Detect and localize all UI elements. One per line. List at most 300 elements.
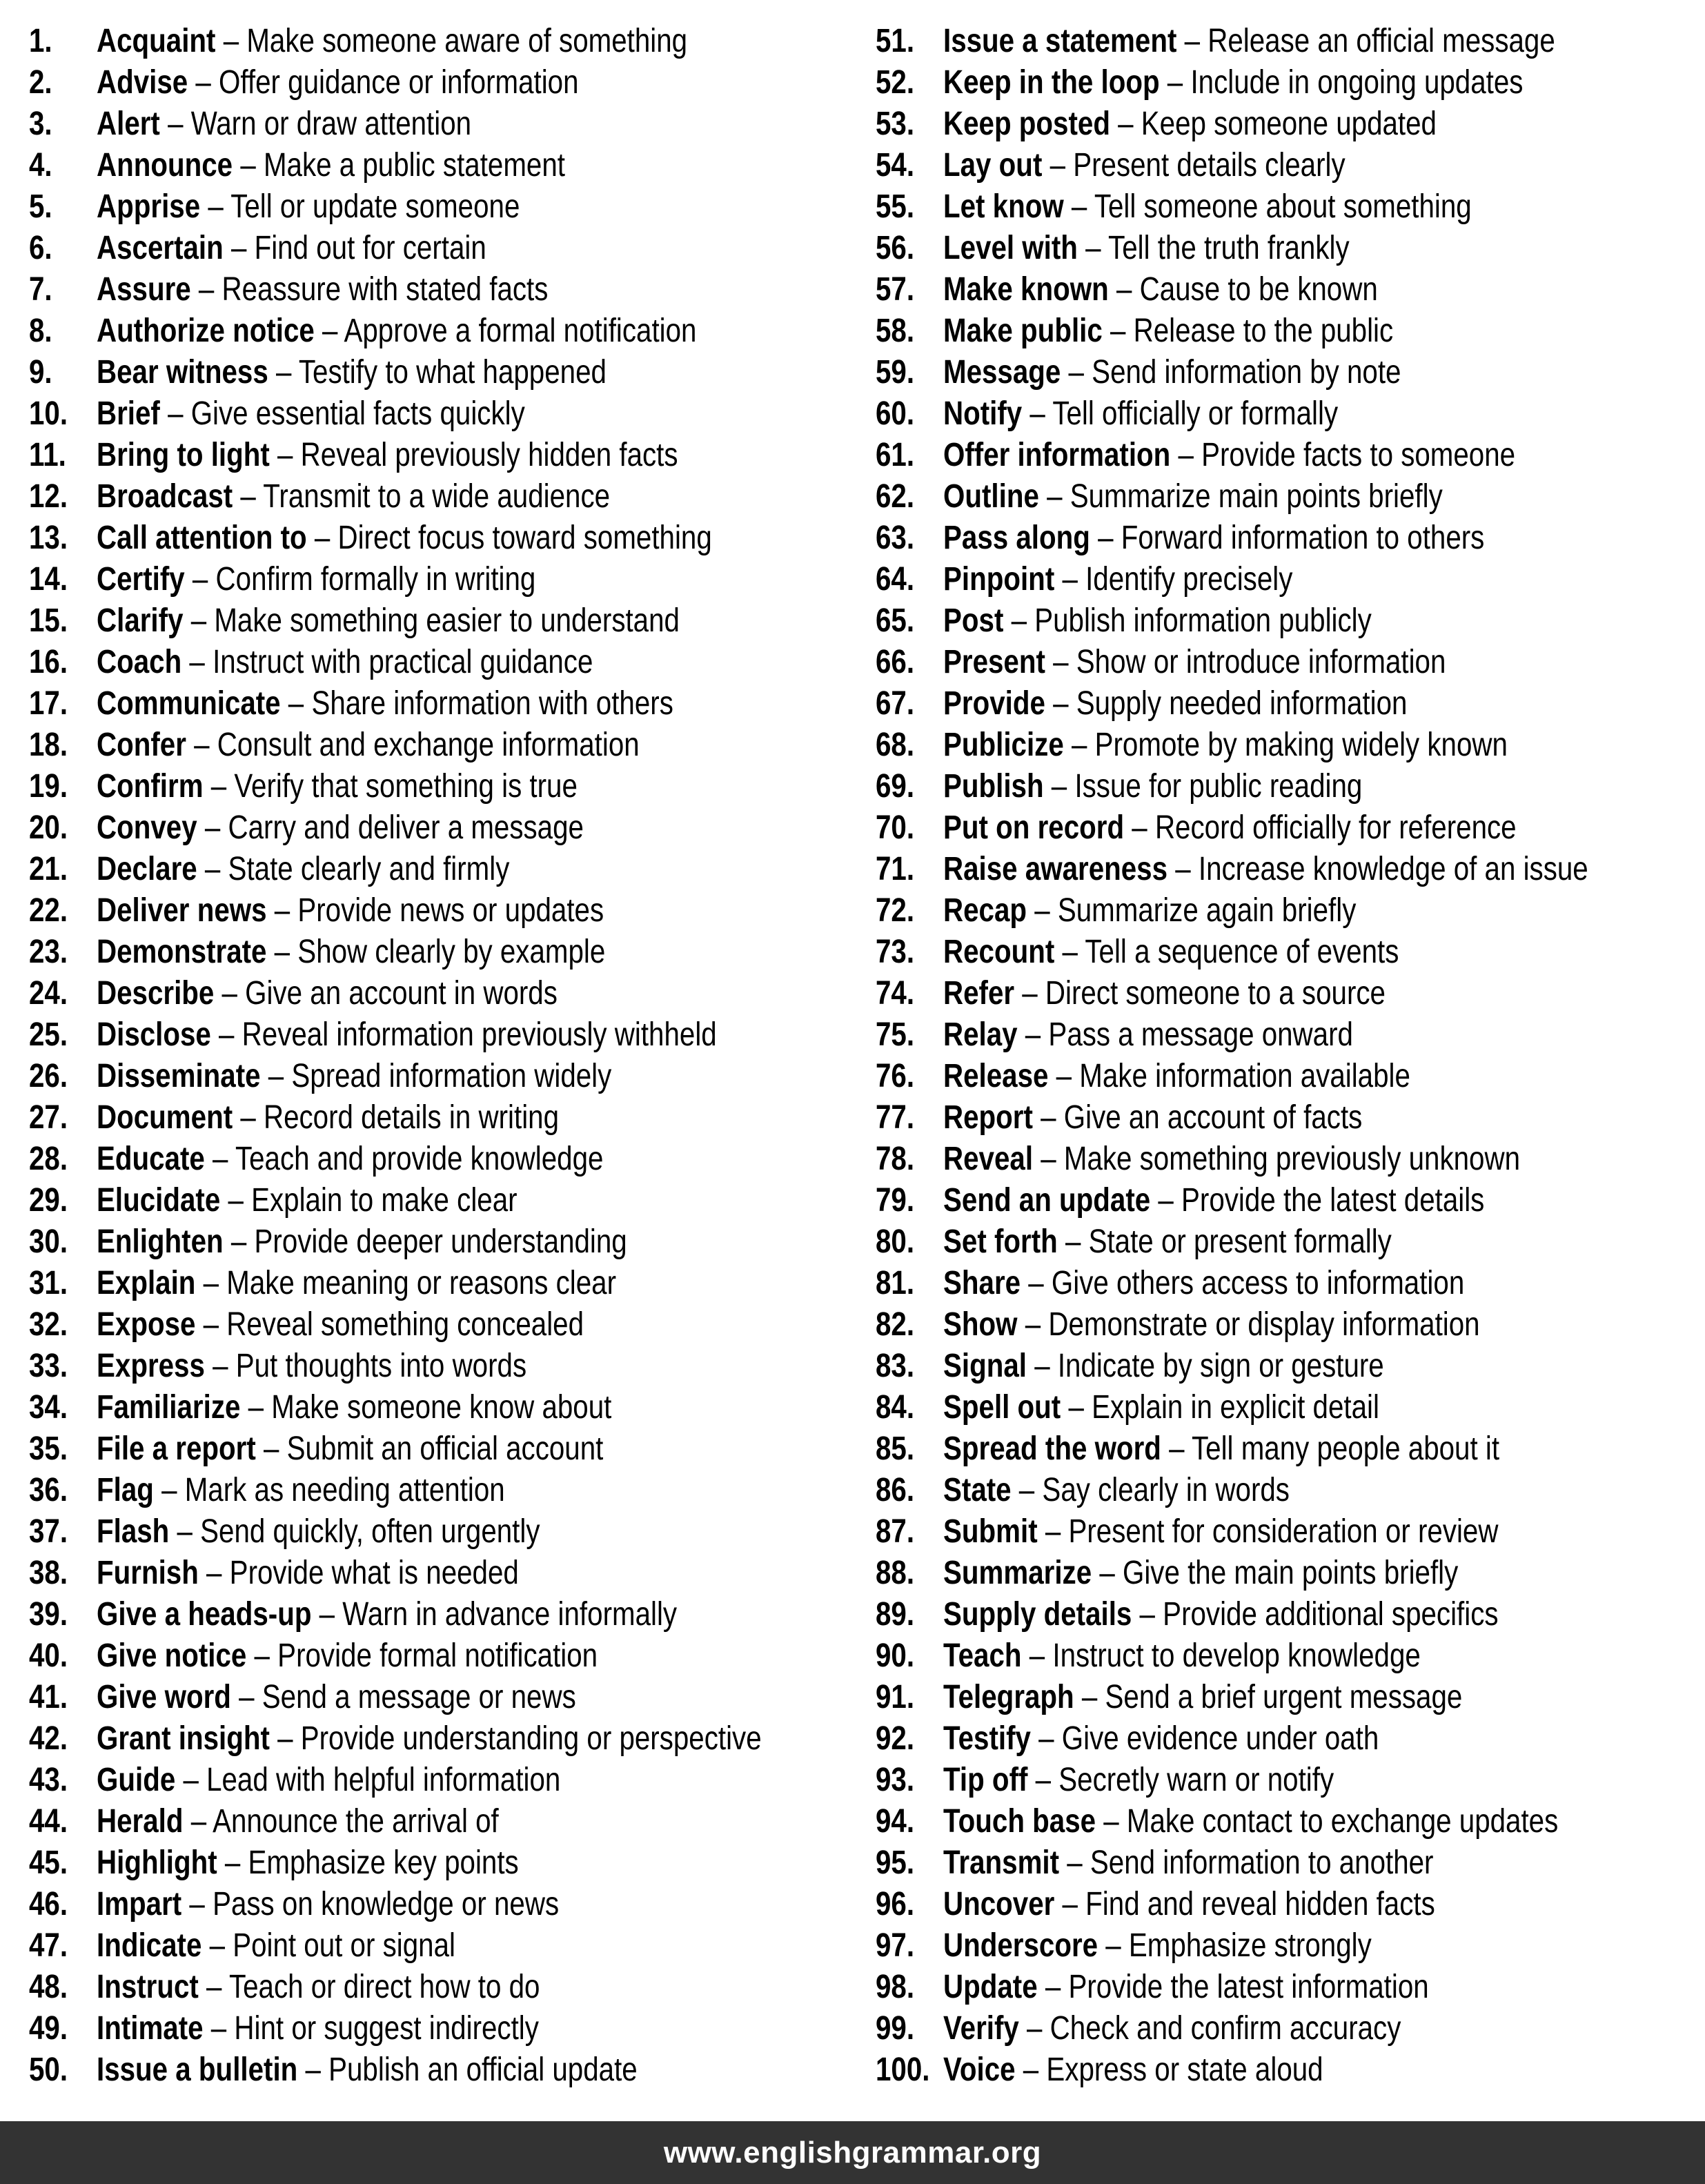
item-term: Release bbox=[943, 1058, 1049, 1094]
item-number: 28. bbox=[29, 1141, 68, 1177]
item-separator: – bbox=[240, 1389, 272, 1426]
list-item bbox=[29, 435, 850, 476]
item-text bbox=[943, 311, 1393, 352]
item-definition: Include in ongoing updates bbox=[1190, 64, 1524, 101]
item-text bbox=[97, 435, 678, 476]
item-separator: – bbox=[1167, 851, 1199, 887]
item-separator: – bbox=[246, 1637, 278, 1674]
item-definition: Record details in writing bbox=[263, 1099, 560, 1136]
item-number: 14. bbox=[29, 561, 68, 598]
list-item bbox=[876, 1511, 1700, 1553]
item-text bbox=[943, 1718, 1379, 1760]
item-number: 87. bbox=[876, 1513, 915, 1550]
item-number: 53. bbox=[876, 106, 915, 142]
item-definition: Tell a sequence of events bbox=[1085, 934, 1399, 970]
list-item bbox=[876, 269, 1700, 311]
item-term: Offer information bbox=[943, 437, 1171, 473]
item-definition: Give the main points briefly bbox=[1122, 1555, 1459, 1591]
item-separator: – bbox=[184, 561, 216, 598]
list-item bbox=[876, 186, 1700, 228]
list-item bbox=[29, 1387, 850, 1428]
item-separator: – bbox=[1124, 809, 1155, 846]
item-separator: – bbox=[306, 520, 338, 556]
item-number: 22. bbox=[29, 892, 68, 929]
item-term: Level with bbox=[943, 230, 1078, 266]
item-definition: Cause to be known bbox=[1139, 271, 1378, 308]
item-separator: – bbox=[1042, 147, 1074, 184]
item-text bbox=[97, 1139, 603, 1180]
item-term: Put on record bbox=[943, 809, 1125, 846]
synonym-columns bbox=[0, 21, 1705, 2091]
list-item bbox=[876, 1263, 1700, 1304]
item-term: Familiarize bbox=[97, 1389, 241, 1426]
item-term: Lay out bbox=[943, 147, 1043, 184]
item-definition: Provide additional specifics bbox=[1163, 1596, 1499, 1633]
list-item bbox=[876, 1677, 1700, 1718]
item-definition: Present details clearly bbox=[1073, 147, 1346, 184]
list-item bbox=[876, 1884, 1700, 1925]
list-item bbox=[29, 1677, 850, 1718]
item-separator: – bbox=[159, 395, 191, 432]
item-number: 86. bbox=[876, 1472, 915, 1508]
item-number: 54. bbox=[876, 147, 915, 184]
item-text bbox=[97, 476, 610, 518]
item-separator: – bbox=[1059, 1844, 1090, 1881]
item-term: Show bbox=[943, 1306, 1018, 1343]
item-term: Keep posted bbox=[943, 106, 1110, 142]
list-item bbox=[29, 1221, 850, 1263]
list-item bbox=[29, 1511, 850, 1553]
item-text bbox=[943, 62, 1523, 104]
item-term: Pass along bbox=[943, 520, 1090, 556]
item-text bbox=[97, 559, 535, 600]
item-definition: Release to the public bbox=[1133, 313, 1394, 349]
item-separator: – bbox=[268, 354, 299, 391]
item-number: 21. bbox=[29, 851, 68, 887]
list-item bbox=[876, 1718, 1700, 1760]
item-separator: – bbox=[210, 1016, 242, 1053]
item-separator: – bbox=[1161, 1430, 1192, 1467]
item-definition: Announce the arrival of bbox=[213, 1803, 499, 1840]
list-item bbox=[29, 932, 850, 973]
item-definition: Point out or signal bbox=[233, 1927, 455, 1964]
list-item bbox=[29, 1346, 850, 1387]
item-number: 61. bbox=[876, 437, 915, 473]
item-definition: Show or introduce information bbox=[1076, 644, 1446, 680]
item-term: Uncover bbox=[943, 1886, 1055, 1922]
item-text bbox=[943, 1470, 1290, 1511]
item-definition: Demonstrate or display information bbox=[1048, 1306, 1480, 1343]
list-item bbox=[29, 559, 850, 600]
item-definition: Hint or suggest indirectly bbox=[234, 2010, 539, 2047]
item-text bbox=[943, 1801, 1558, 1842]
item-text bbox=[97, 1180, 518, 1221]
item-text bbox=[97, 1553, 519, 1594]
list-item bbox=[876, 62, 1700, 104]
item-number: 29. bbox=[29, 1182, 68, 1219]
list-item bbox=[29, 1553, 850, 1594]
list-item bbox=[876, 476, 1700, 518]
item-term: Instruct bbox=[97, 1969, 199, 2005]
item-term: Educate bbox=[97, 1141, 205, 1177]
item-number: 55. bbox=[876, 188, 915, 225]
item-term: Teach bbox=[943, 1637, 1022, 1674]
list-item bbox=[29, 1884, 850, 1925]
list-item bbox=[876, 1180, 1700, 1221]
item-separator: – bbox=[1057, 1223, 1089, 1260]
item-number: 73. bbox=[876, 934, 915, 970]
item-definition: Send information to another bbox=[1090, 1844, 1434, 1881]
item-definition: Record officially for reference bbox=[1154, 809, 1517, 846]
item-definition: Identify precisely bbox=[1085, 561, 1293, 598]
item-definition: Reveal previously hidden facts bbox=[300, 437, 678, 473]
item-text bbox=[943, 228, 1350, 269]
item-term: Issue a statement bbox=[943, 23, 1177, 59]
list-item bbox=[29, 228, 850, 269]
item-separator: – bbox=[1048, 1058, 1080, 1094]
item-separator: – bbox=[1170, 437, 1202, 473]
list-item bbox=[876, 1304, 1700, 1346]
item-text bbox=[97, 1511, 540, 1553]
item-separator: – bbox=[255, 1430, 287, 1467]
item-number: 100. bbox=[876, 2052, 930, 2088]
item-number: 24. bbox=[29, 975, 68, 1012]
item-text bbox=[97, 2008, 539, 2049]
item-term: Flash bbox=[97, 1513, 170, 1550]
item-text bbox=[943, 1387, 1379, 1428]
list-item bbox=[29, 1097, 850, 1139]
item-separator: – bbox=[297, 2052, 329, 2088]
item-text bbox=[97, 62, 579, 104]
item-number: 80. bbox=[876, 1223, 915, 1260]
item-separator: – bbox=[201, 1927, 233, 1964]
item-definition: Confirm formally in writing bbox=[215, 561, 536, 598]
item-number: 41. bbox=[29, 1679, 68, 1715]
item-separator: – bbox=[1090, 520, 1121, 556]
item-term: Testify bbox=[943, 1720, 1031, 1757]
item-text bbox=[943, 1511, 1498, 1553]
item-separator: – bbox=[230, 1679, 262, 1715]
item-text bbox=[943, 2008, 1401, 2049]
item-term: Ascertain bbox=[97, 230, 224, 266]
item-separator: – bbox=[183, 602, 215, 639]
item-text bbox=[943, 1139, 1520, 1180]
item-separator: – bbox=[269, 437, 301, 473]
item-term: Verify bbox=[943, 2010, 1019, 2047]
item-definition: Provide news or updates bbox=[297, 892, 604, 929]
item-text bbox=[97, 807, 584, 849]
item-term: Describe bbox=[97, 975, 215, 1012]
list-item bbox=[29, 973, 850, 1014]
item-definition: Offer guidance or information bbox=[219, 64, 579, 101]
column-right bbox=[850, 21, 1700, 2091]
item-definition: Instruct to develop knowledge bbox=[1052, 1637, 1421, 1674]
item-number: 20. bbox=[29, 809, 68, 846]
item-definition: Tell someone about something bbox=[1094, 188, 1472, 225]
item-number: 81. bbox=[876, 1265, 915, 1301]
item-number: 52. bbox=[876, 64, 915, 101]
item-separator: – bbox=[1098, 1927, 1129, 1964]
item-term: Coach bbox=[97, 644, 182, 680]
item-separator: – bbox=[1027, 892, 1058, 929]
item-separator: – bbox=[190, 271, 222, 308]
item-definition: Pass a message onward bbox=[1048, 1016, 1353, 1053]
item-number: 70. bbox=[876, 809, 915, 846]
item-number: 38. bbox=[29, 1555, 68, 1591]
item-separator: – bbox=[198, 1969, 229, 2005]
item-separator: – bbox=[233, 147, 264, 184]
item-number: 49. bbox=[29, 2010, 68, 2047]
item-definition: Make a public statement bbox=[263, 147, 565, 184]
item-term: Update bbox=[943, 1969, 1038, 2005]
item-separator: – bbox=[1054, 934, 1085, 970]
item-number: 82. bbox=[876, 1306, 915, 1343]
item-number: 6. bbox=[29, 230, 52, 266]
list-item bbox=[29, 1801, 850, 1842]
item-definition: Tell many people about it bbox=[1191, 1430, 1500, 1467]
item-term: Set forth bbox=[943, 1223, 1058, 1260]
item-separator: – bbox=[197, 851, 228, 887]
item-definition: Teach or direct how to do bbox=[228, 1969, 540, 2005]
list-item bbox=[29, 1263, 850, 1304]
item-number: 12. bbox=[29, 478, 68, 515]
item-definition: Carry and deliver a message bbox=[228, 809, 584, 846]
item-term: Confirm bbox=[97, 768, 204, 805]
item-number: 77. bbox=[876, 1099, 915, 1136]
item-term: Refer bbox=[943, 975, 1015, 1012]
item-definition: Publish information publicly bbox=[1034, 602, 1372, 639]
list-item bbox=[29, 1594, 850, 1635]
item-text bbox=[97, 1097, 559, 1139]
item-definition: Pass on knowledge or news bbox=[213, 1886, 560, 1922]
item-separator: – bbox=[159, 106, 191, 142]
item-number: 42. bbox=[29, 1720, 68, 1757]
list-item bbox=[876, 725, 1700, 766]
list-item bbox=[29, 145, 850, 186]
item-definition: Warn in advance informally bbox=[342, 1596, 678, 1633]
item-definition: Consult and exchange information bbox=[217, 727, 640, 763]
list-item bbox=[29, 683, 850, 725]
item-text bbox=[943, 104, 1437, 145]
item-separator: – bbox=[197, 809, 228, 846]
item-number: 51. bbox=[876, 23, 915, 59]
item-text bbox=[943, 393, 1338, 435]
item-separator: – bbox=[1017, 1016, 1049, 1053]
item-text bbox=[943, 1180, 1484, 1221]
item-definition: Express or state aloud bbox=[1046, 2052, 1323, 2088]
list-item bbox=[29, 849, 850, 890]
item-definition: Tell the truth frankly bbox=[1108, 230, 1350, 266]
list-item bbox=[29, 393, 850, 435]
item-separator: – bbox=[217, 1844, 248, 1881]
list-item bbox=[29, 104, 850, 145]
item-separator: – bbox=[1026, 1348, 1058, 1384]
item-text bbox=[943, 766, 1362, 807]
item-separator: – bbox=[198, 1555, 230, 1591]
item-text bbox=[97, 1221, 627, 1263]
item-number: 99. bbox=[876, 2010, 915, 2047]
item-term: Supply details bbox=[943, 1596, 1132, 1633]
item-separator: – bbox=[181, 644, 213, 680]
item-number: 59. bbox=[876, 354, 915, 391]
item-separator: – bbox=[1022, 395, 1053, 432]
item-text bbox=[97, 1801, 499, 1842]
item-number: 74. bbox=[876, 975, 915, 1012]
list-item bbox=[876, 435, 1700, 476]
item-separator: – bbox=[1061, 1389, 1092, 1426]
item-term: Call attention to bbox=[97, 520, 307, 556]
item-separator: – bbox=[1096, 1803, 1127, 1840]
item-text bbox=[97, 228, 486, 269]
item-definition: Give others access to information bbox=[1051, 1265, 1465, 1301]
item-definition: Emphasize strongly bbox=[1128, 1927, 1372, 1964]
list-item bbox=[876, 1139, 1700, 1180]
item-separator: – bbox=[223, 1223, 255, 1260]
list-item bbox=[876, 1760, 1700, 1801]
item-term: Make public bbox=[943, 313, 1103, 349]
item-definition: Lead with helpful information bbox=[206, 1762, 561, 1798]
item-text bbox=[97, 1263, 616, 1304]
item-definition: Make someone know about bbox=[271, 1389, 612, 1426]
item-number: 48. bbox=[29, 1969, 68, 2005]
item-definition: State or present formally bbox=[1088, 1223, 1392, 1260]
item-text bbox=[943, 1884, 1435, 1925]
item-definition: Mark as needing attention bbox=[184, 1472, 505, 1508]
item-definition: Indicate by sign or gesture bbox=[1057, 1348, 1384, 1384]
item-text bbox=[97, 352, 607, 393]
item-separator: – bbox=[1061, 354, 1092, 391]
item-number: 75. bbox=[876, 1016, 915, 1053]
item-definition: Submit an official account bbox=[286, 1430, 604, 1467]
item-number: 69. bbox=[876, 768, 915, 805]
item-term: Report bbox=[943, 1099, 1033, 1136]
item-term: Clarify bbox=[97, 602, 184, 639]
list-item bbox=[876, 766, 1700, 807]
item-text bbox=[97, 642, 593, 683]
item-separator: – bbox=[1045, 685, 1076, 722]
item-number: 92. bbox=[876, 1720, 915, 1757]
item-text bbox=[97, 311, 696, 352]
list-item bbox=[876, 1014, 1700, 1056]
list-item bbox=[876, 932, 1700, 973]
item-definition: Find and reveal hidden facts bbox=[1085, 1886, 1435, 1922]
item-definition: Transmit to a wide audience bbox=[263, 478, 611, 515]
item-text bbox=[943, 559, 1292, 600]
item-definition: Send a message or news bbox=[262, 1679, 576, 1715]
item-number: 72. bbox=[876, 892, 915, 929]
item-text bbox=[943, 1925, 1372, 1967]
item-separator: – bbox=[233, 1099, 264, 1136]
item-definition: Make information available bbox=[1079, 1058, 1410, 1094]
item-definition: Send quickly, often urgently bbox=[200, 1513, 540, 1550]
item-separator: – bbox=[1015, 2052, 1047, 2088]
list-item bbox=[29, 1967, 850, 2008]
item-term: Pinpoint bbox=[943, 561, 1055, 598]
item-number: 97. bbox=[876, 1927, 915, 1964]
item-term: Express bbox=[97, 1348, 205, 1384]
item-text bbox=[943, 600, 1372, 642]
list-item bbox=[29, 476, 850, 518]
list-item bbox=[876, 600, 1700, 642]
item-separator: – bbox=[203, 2010, 235, 2047]
item-number: 46. bbox=[29, 1886, 68, 1922]
item-text bbox=[943, 435, 1515, 476]
item-separator: – bbox=[181, 1886, 213, 1922]
item-definition: Explain in explicit detail bbox=[1092, 1389, 1379, 1426]
item-definition: Give an account in words bbox=[245, 975, 558, 1012]
item-definition: Show clearly by example bbox=[297, 934, 606, 970]
item-number: 98. bbox=[876, 1969, 915, 2005]
column-left bbox=[0, 21, 850, 2091]
item-separator: – bbox=[1018, 2010, 1050, 2047]
item-number: 71. bbox=[876, 851, 915, 887]
item-text bbox=[943, 145, 1346, 186]
item-definition: Publish an official update bbox=[328, 2052, 638, 2088]
item-separator: – bbox=[1176, 23, 1208, 59]
list-item bbox=[29, 2049, 850, 2091]
item-separator: – bbox=[1033, 1141, 1064, 1177]
item-term: Keep in the loop bbox=[943, 64, 1160, 101]
list-item bbox=[29, 352, 850, 393]
item-text bbox=[943, 2049, 1323, 2091]
item-text bbox=[97, 1056, 611, 1097]
item-number: 95. bbox=[876, 1844, 915, 1881]
item-separator: – bbox=[269, 1720, 301, 1757]
item-term: Present bbox=[943, 644, 1045, 680]
item-text bbox=[97, 890, 604, 932]
item-text bbox=[943, 518, 1484, 559]
item-number: 32. bbox=[29, 1306, 68, 1343]
list-item bbox=[876, 228, 1700, 269]
item-number: 35. bbox=[29, 1430, 68, 1467]
item-separator: – bbox=[1021, 1637, 1053, 1674]
item-separator: – bbox=[169, 1513, 201, 1550]
item-definition: Approve a formal notification bbox=[344, 313, 697, 349]
list-item bbox=[29, 21, 850, 62]
list-item bbox=[876, 683, 1700, 725]
item-text bbox=[943, 21, 1555, 62]
item-separator: – bbox=[1027, 1762, 1059, 1798]
item-number: 33. bbox=[29, 1348, 68, 1384]
item-definition: Give evidence under oath bbox=[1061, 1720, 1379, 1757]
item-term: Publish bbox=[943, 768, 1044, 805]
item-separator: – bbox=[1102, 313, 1134, 349]
item-text bbox=[943, 1553, 1458, 1594]
item-separator: – bbox=[311, 1596, 343, 1633]
item-separator: – bbox=[200, 188, 231, 225]
item-term: Post bbox=[943, 602, 1004, 639]
list-item bbox=[876, 2049, 1700, 2091]
list-item bbox=[29, 269, 850, 311]
item-definition: Forward information to others bbox=[1121, 520, 1485, 556]
list-item bbox=[876, 518, 1700, 559]
item-term: Expose bbox=[97, 1306, 196, 1343]
item-separator: – bbox=[1003, 602, 1035, 639]
item-separator: – bbox=[188, 64, 219, 101]
item-term: Enlighten bbox=[97, 1223, 224, 1260]
list-item bbox=[29, 890, 850, 932]
list-item bbox=[29, 1428, 850, 1470]
item-text bbox=[943, 725, 1508, 766]
item-number: 27. bbox=[29, 1099, 68, 1136]
item-number: 18. bbox=[29, 727, 68, 763]
item-text bbox=[943, 1842, 1433, 1884]
item-text bbox=[943, 1263, 1464, 1304]
item-separator: – bbox=[1054, 1886, 1086, 1922]
item-number: 93. bbox=[876, 1762, 915, 1798]
item-definition: Reassure with stated facts bbox=[221, 271, 549, 308]
item-term: Authorize notice bbox=[97, 313, 315, 349]
